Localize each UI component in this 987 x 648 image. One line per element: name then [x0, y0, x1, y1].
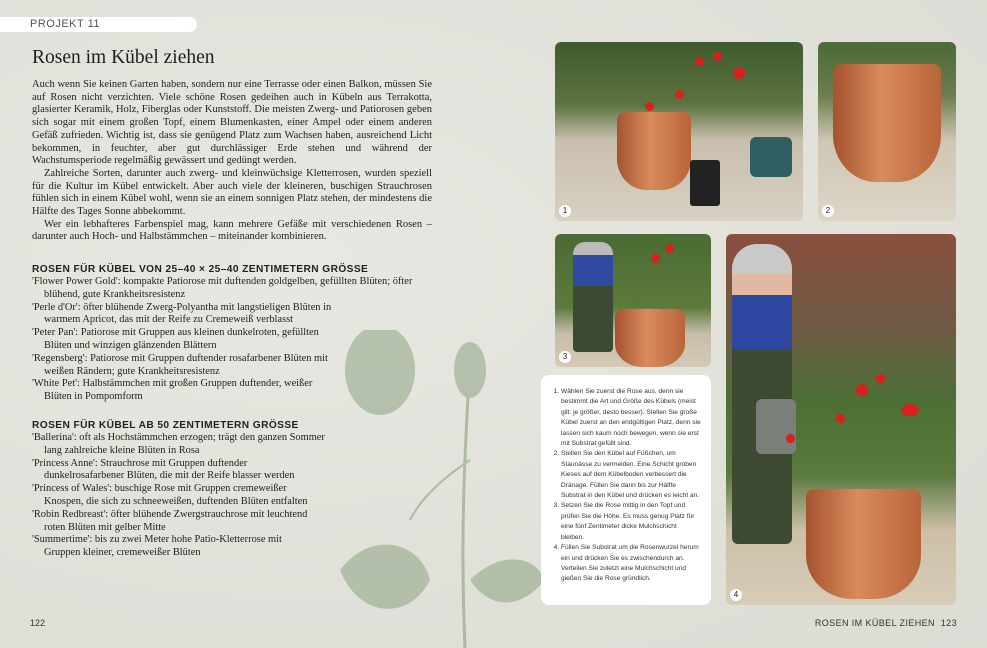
footer-title: ROSEN IM KÜBEL ZIEHEN	[814, 618, 935, 628]
step-item: 4. Füllen Sie Substrat um die Rosenwurzel herum ein und drücken Sie es zwischendurch an. Verteilen Sie zuletzt eine Mulchschicht und gießen Sie die Rose gründlich.	[561, 543, 701, 585]
plastic-pot	[690, 160, 720, 206]
intro-paragraph: Auch wenn Sie keinen Garten haben, sondern nur eine Terrasse oder einen Balkon, müssen Sie auf Rosen nicht verzichten. Viele schöne Rosen gedeihen auch in Kübeln aus Terrakotta, glasierter Keramik, Holz, Fiberglas oder Kunststoff. Die meisten Zwerg- und Patiorosen geben sich sogar mit einem großen Topf, einem Blumenkasten, einer Ampel oder einem anderen Gefäß zufrieden. Wichtig ist, dass sie genügend Platz zum Wachsen haben, ausreichend Licht bekommen, in feuchter, aber gut durchlässiger Erde stehen und während der Wachstumsperiode regelmäßig gewässert und gedüngt werden.	[32, 79, 432, 167]
list-item: 'Princess of Wales': buschige Rose mit Gruppen cremeweißer Knospen, die sich zu schneeweißen, duftenden Blüten entfalten	[32, 483, 308, 507]
step-item: 3. Setzen Sie die Rose mittig in den Topf und prüfen Sie die Höhe. Es muss genug Platz für eine fünf Zentimeter dicke Mulchschicht bleiben.	[561, 501, 701, 543]
list-item: 'Peter Pan': Patiorose mit Gruppen aus kleinen dunkelroten, gefüllten Blüten und winzigen glänzenden Blättern	[32, 327, 319, 351]
section-large-pots	[32, 420, 452, 560]
photo-step-3	[555, 234, 711, 367]
intro-text	[32, 79, 432, 244]
list-item: 'Summertime': bis zu zwei Meter hohe Patio-Kletterrose mit Gruppen kleiner, cremeweißer Blüten	[32, 534, 282, 559]
terracotta-pot	[615, 309, 685, 367]
photo-number: 3	[559, 351, 571, 363]
list-item: 'Regensberg': Patiorose mit Gruppen duftender rosafarbener Blüten mit weißen Rändern; gute Krankheitsresistenz	[32, 352, 328, 377]
list-item: 'Robin Redbreast': öfter blühende Zwergstrauchrose mit leuchtend roten Blüten mit gelber Mitte	[32, 508, 308, 533]
photo-number: 1	[559, 205, 571, 217]
page-number-left: 122	[30, 618, 46, 628]
section-small-pots	[32, 264, 452, 404]
teal-pot	[750, 137, 792, 177]
list-item: 'Ballerina': oft als Hochstämmchen erzogen; trägt den ganzen Sommer lang zahlreiche kleine Blüten in Rosa	[32, 432, 325, 456]
photo-step-2	[818, 42, 956, 221]
running-footer	[815, 618, 957, 628]
intro-paragraph: Wer ein lebhafteres Farbenspiel mag, kann mehrere Gefäße mit verschiedenen Rosen – darunter auch Hoch- und Halbstämmchen – miteinander kombinieren.	[32, 218, 432, 243]
section-heading: ROSEN FÜR KÜBEL VON 25–40 × 25–40 ZENTIMETERN GRÖSSE	[32, 264, 369, 275]
section-heading: ROSEN FÜR KÜBEL AB 50 ZENTIMETERN GRÖSSE	[32, 420, 299, 431]
terracotta-pot	[617, 112, 691, 190]
photo-number: 4	[730, 589, 742, 601]
intro-paragraph: Zahlreiche Sorten, darunter auch zwerg- und kleinwüchsige Kletterrosen, wurden speziell für die Kultur im Kübel entwickelt. Aber auch viele der kleineren, buschigen Strauchrosen fühlen sich in einem Kübel wohl, wenn sie an einem sonnigen Platz stehen, der mindestens die Hälfte des Tages Sonne abbekommt.	[32, 167, 432, 218]
page-number-right: 123	[940, 618, 957, 628]
list-item: 'Perle d'Or': öfter blühende Zwerg-Polyantha mit langstieligen Blüten in warmem Apricot, das mit der Reife zu Cremeweiß verblasst	[32, 301, 332, 326]
page-title: Rosen im Kübel ziehen	[32, 47, 215, 68]
gardener	[732, 244, 792, 544]
list-item: 'Flower Power Gold': kompakte Patiorose mit duftenden goldgelben, gefüllten Blüten; öfter blühend, gute Krankheitsresistenz	[32, 276, 413, 300]
photo-step-4	[726, 234, 956, 605]
terracotta-pot	[833, 64, 941, 182]
instruction-box	[541, 375, 711, 605]
watering-can	[756, 399, 796, 454]
terracotta-pot	[806, 489, 921, 599]
gardener	[573, 242, 613, 352]
list-item: 'White Pet': Halbstämmchen mit großen Gruppen duftender, weißer Blüten in Pompomform	[32, 378, 313, 403]
step-item: 2. Stellen Sie den Kübel auf Füßchen, um Staunässe zu vermeiden. Eine Schicht groben Kieses auf dem Kübelboden verbessert die Dränage. Füllen Sie dann bis zur Hälfte Substrat in den Kübel und drücken es leicht an.	[561, 449, 701, 501]
step-item: 1. Wählen Sie zuerst die Rose aus, denn sie bestimmt die Art und Größe des Kübels (meist gilt: je größer, desto besser). Stellen Sie große Kübel zuerst an den endgültigen Platz, denn sie lassen sich kaum noch bewegen, wenn sie erst mit Substrat gefüllt sind.	[561, 387, 701, 449]
photo-step-1	[555, 42, 803, 221]
photo-number: 2	[822, 205, 834, 217]
list-item: 'Princess Anne': Strauchrose mit Gruppen duftender dunkelrosafarbener Blüten, die mit der Reife blasser werden	[32, 457, 295, 482]
project-label: PROJEKT 11	[0, 17, 197, 32]
